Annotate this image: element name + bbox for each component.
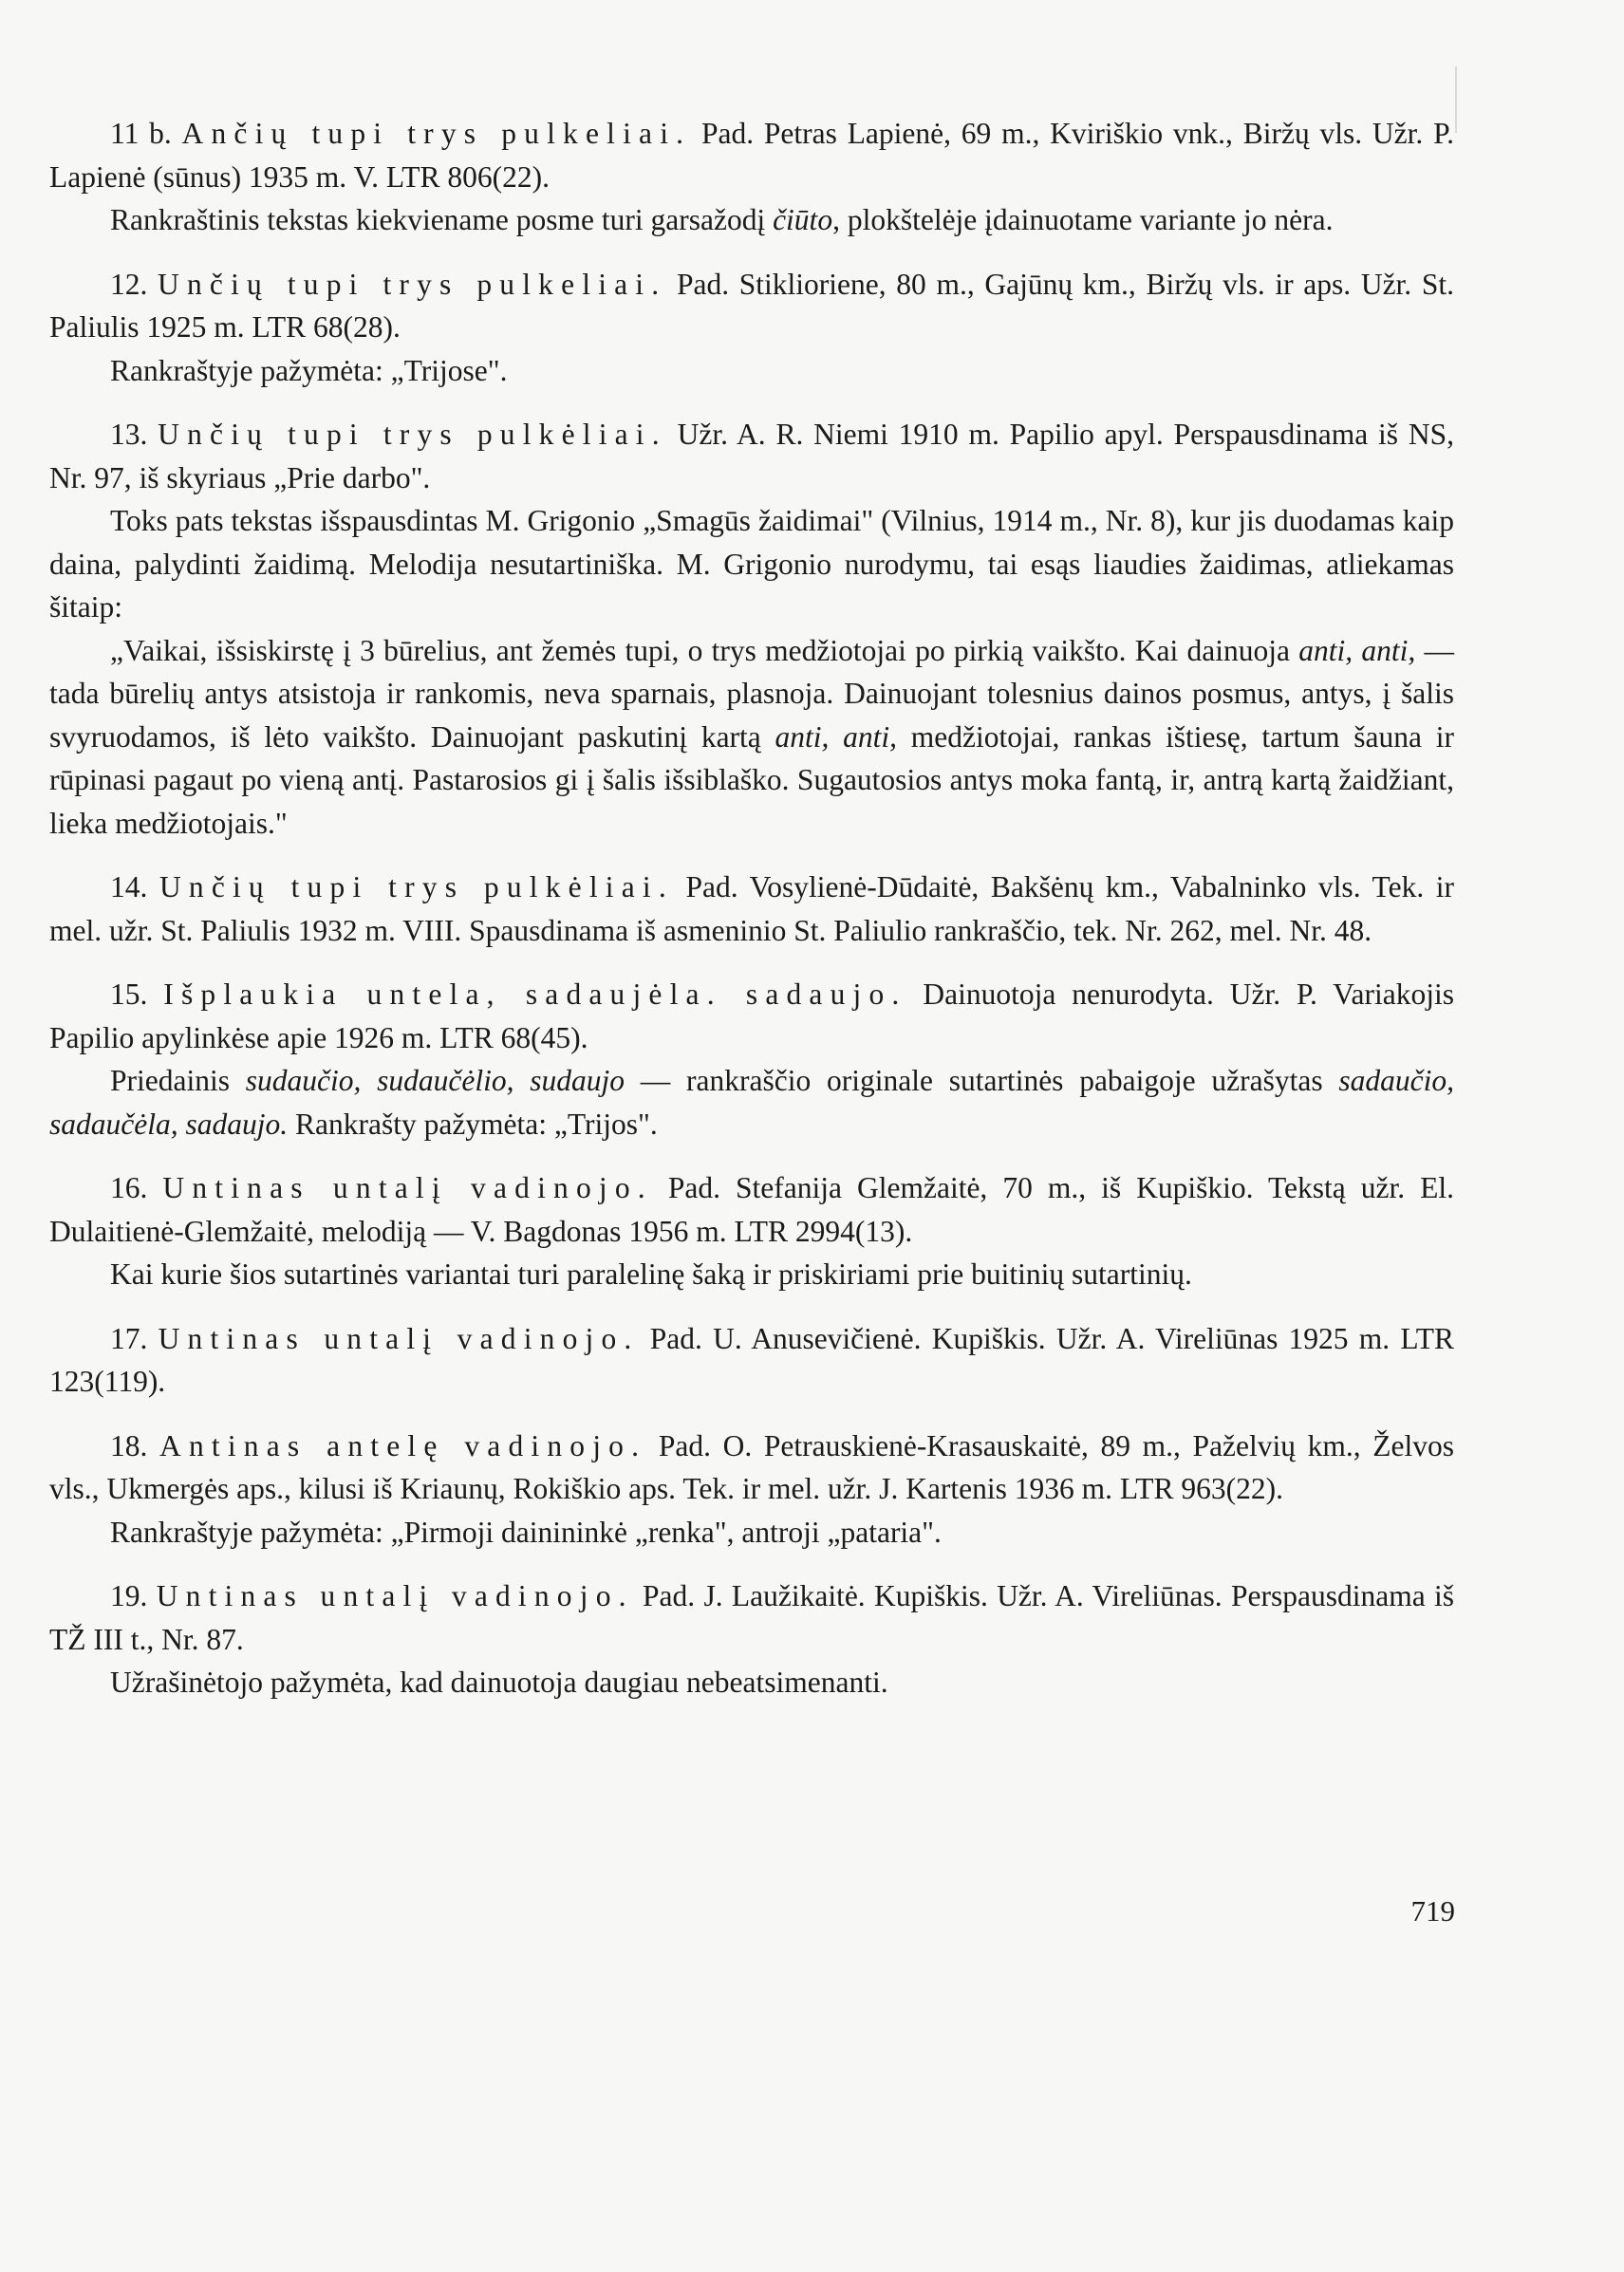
- entry-11b-note: Rankraštinis tekstas kiekviename posme turi garsažodį čiūto, plokštelėje įdainuotame variante jo nėra.: [110, 203, 1334, 236]
- entry-14: [49, 866, 1454, 952]
- entry-number: 12.: [110, 267, 148, 301]
- entry-12: [49, 263, 1454, 349]
- entry-13: [49, 413, 1454, 499]
- entry-title: Untinas untalį vadinojo.: [156, 1579, 634, 1612]
- entry-16-note: Kai kurie šios sutartinės variantai turi paralelinę šaką ir priskiriami prie buitinių sutartinių.: [110, 1257, 1192, 1291]
- entry-source: Pad. Stiklioriene, 80 m., Gajūnų km., Biržų vls. ir aps. Užr. St. Paliulis 1925 m. LTR 68(28).: [49, 267, 1454, 344]
- entry-19-note: Užrašinėtojo pažymėta, kad dainuotoja daugiau nebeatsimenanti.: [110, 1666, 888, 1699]
- entry-number: 15.: [110, 978, 148, 1011]
- entry-source: Pad. J. Laužikaitė. Kupiškis. Užr. A. Vireliūnas. Perspausdinama iš TŽ III t., Nr. 87.: [49, 1579, 1454, 1656]
- entry-18-note: Rankraštyje pažymėta: „Pirmoji dainininkė „renka", antroji „pataria".: [110, 1515, 942, 1549]
- entry-source: Dainuotoja nenurodyta. Užr. P. Variakojis Papilio apylinkėse apie 1926 m. LTR 68(45).: [49, 978, 1454, 1054]
- entry-11b: [49, 112, 1454, 198]
- entry-source: Užr. A. R. Niemi 1910 m. Papilio apyl. Perspausdinama iš NS, Nr. 97, iš skyriaus „Prie darbo".: [49, 418, 1454, 494]
- entry-17: [49, 1317, 1454, 1404]
- entry-title: Unčių tupi trys pulkėliai.: [159, 870, 674, 903]
- entry-title: Išplaukia untela, sadaujėla. sadaujo.: [163, 978, 907, 1011]
- entry-source: Pad. O. Petrauskienė-Krasauskaitė, 89 m., Paželvių km., Želvos vls., Ukmergės aps., kilusi iš Kriaunų, Rokiškio aps. Tek. ir mel. užr. J. Kartenis 1936 m. LTR 963(22).: [49, 1428, 1455, 1505]
- entry-title: Antinas antelę vadinojo.: [159, 1428, 647, 1462]
- entry-number: 17.: [110, 1321, 148, 1355]
- entry-title: Ančių tupi trys pulkeliai.: [181, 117, 692, 150]
- entry-13-quote: „Vaikai, išsiskirstę į 3 būrelius, ant žemės tupi, o trys medžiotojai po pirkią vaikšto. Kai dainuoja anti, anti, — tada būrelių antys atsistoja ir rankomis, neva sparnais, plasnoja. Dainuojant tolesnius dainos posmus, antys, į šalis svyruodamos, iš lėto vaikšto. Dainuojant paskutinį kartą anti, anti, medžiotojai, rankas ištiesę, tartum šauna ir rūpinasi pagaut po vieną antį. Pastarosios gi į šalis išsiblaško. Sugautosios antys moka fantą, ir, antrą kartą žaidžiant, lieka medžiotojais.": [49, 633, 1454, 840]
- entry-16: [49, 1166, 1454, 1253]
- entry-title: Unčių tupi trys pulkeliai.: [158, 267, 667, 301]
- entry-title: Untinas untalį vadinojo.: [162, 1171, 653, 1204]
- entry-number: 13.: [110, 418, 148, 451]
- entry-title: Unčių tupi trys pulkėliai.: [158, 418, 667, 451]
- entry-number: 16.: [110, 1171, 148, 1204]
- entry-source: Pad. U. Anusevičienė. Kupiškis. Užr. A. Vireliūnas 1925 m. LTR 123(119).: [49, 1321, 1455, 1398]
- entry-number: 14.: [110, 870, 148, 903]
- entry-number: 19.: [110, 1579, 148, 1612]
- page-number: 719: [1410, 1894, 1455, 1927]
- entry-number: 18.: [110, 1428, 148, 1462]
- entry-source: Pad. Stefanija Glemžaitė, 70 m., iš Kupiškio. Tekstą užr. El. Dulaitienė-Glemžaitė, melodiją — V. Bagdonas 1956 m. LTR 2994(13).: [49, 1171, 1455, 1248]
- entry-19: [49, 1574, 1454, 1661]
- entry-source: Pad. Petras Lapienė, 69 m., Kviriškio vnk., Biržų vls. Užr. P. Lapienė (sūnus) 1935 m. V. LTR 806(22).: [49, 117, 1454, 194]
- entry-15-note: Priedainis sudaučio, sudaučėlio, sudaujo — rankraščio originale sutartinės pabaigoje užrašytas sadaučio, sadaučėla, sadaujo. Rankrašty pažymėta: „Trijos".: [49, 1064, 1454, 1141]
- commentary-text: [49, 112, 1454, 1704]
- scan-edge-mark: [1455, 66, 1457, 133]
- entry-15: [49, 973, 1454, 1059]
- entry-number: 11 b.: [110, 117, 172, 150]
- entry-title: Untinas untalį vadinojo.: [158, 1321, 640, 1355]
- entry-source: Pad. Vosylienė-Dūdaitė, Bakšėnų km., Vabalninko vls. Tek. ir mel. užr. St. Paliulis 1932 m. VIII. Spausdinama iš asmeninio St. Paliulio rankraščio, tek. Nr. 262, mel. Nr. 48.: [49, 870, 1455, 947]
- entry-18: [49, 1425, 1454, 1511]
- entry-12-note: Rankraštyje pažymėta: „Trijose".: [110, 353, 508, 387]
- entry-13-note: Toks pats tekstas išspausdintas M. Grigonio „Smagūs žaidimai" (Vilnius, 1914 m., Nr. 8), kur jis duodamas kaip daina, palydinti žaidimą. Melodija nesutartiniška. M. Grigonio nurodymu, tai esąs liaudies žaidimas, atliekamas šitaip:: [49, 504, 1454, 624]
